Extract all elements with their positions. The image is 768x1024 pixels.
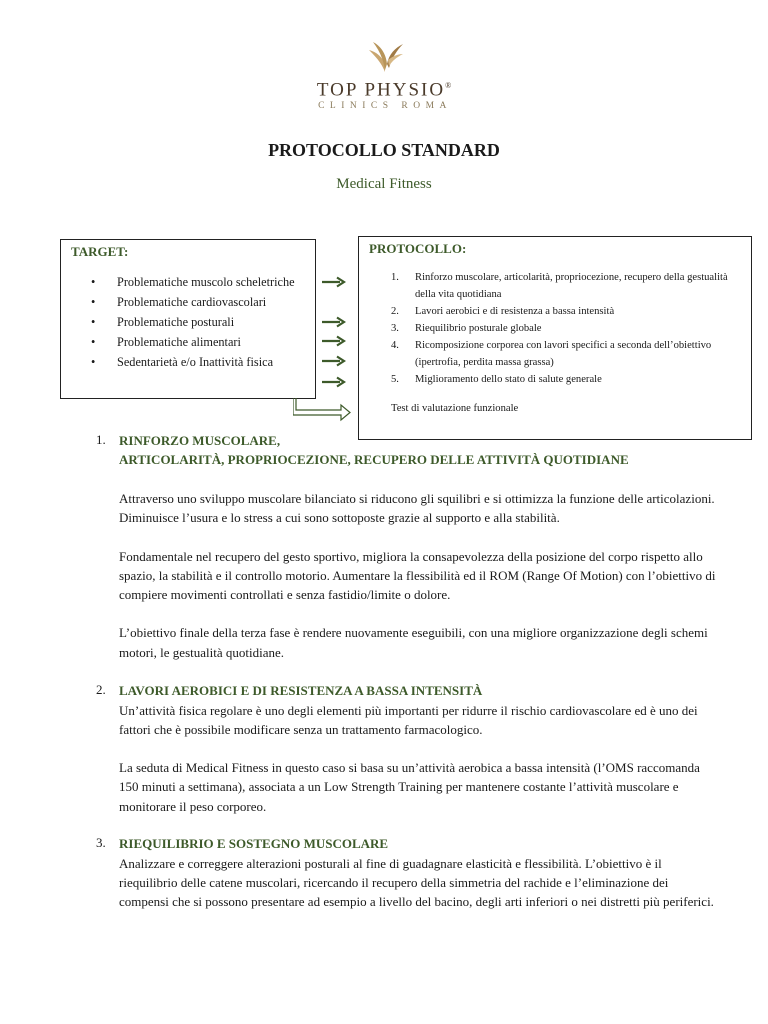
wing-logo-icon: [365, 40, 405, 74]
target-item: • Problematiche muscolo scheletriche: [91, 272, 311, 292]
protocollo-item: 5. Miglioramento dello stato di salute generale: [391, 374, 602, 385]
protocollo-item: 2. Lavori aerobici e di resistenza a bassa intensità: [391, 306, 615, 317]
section-heading: ARTICOLARITÀ, PROPRIOCEZIONE, RECUPERO DELLE ATTIVITÀ QUOTIDIANE: [119, 451, 629, 467]
protocollo-box: [358, 236, 752, 440]
document-subtitle: Medical Fitness: [336, 176, 432, 192]
section-paragraph: Fondamentale nel recupero del gesto sportivo, migliora la consapevolezza della posizione del corpo rispetto allo spazio, la stabilità e il controllo motorio. Aumentare la flessibilità ed il ROM (Range Of Motion) con l’obiettivo di compiere movimenti controllati e senza fastidio/limite o dolore.: [119, 548, 716, 603]
protocollo-heading: PROTOCOLLO:: [369, 241, 467, 256]
clinic-logo: [300, 40, 470, 112]
section-paragraph: Attraverso uno sviluppo muscolare bilanciato si riducono gli squilibri e si ottimizza la funzione delle articolazioni. Diminuisce l’usura e lo stress a cui sono sottoposte grazie al supporto e alla stabilità.: [119, 491, 715, 526]
target-list: [91, 272, 311, 372]
arrow-right-icon: [322, 335, 346, 347]
protocollo-item: 4. Ricomposizione corporea con lavori specifici a seconda dell’obiettivo (ipertrofia, perdita massa grassa): [391, 340, 712, 368]
section-number: 3.: [96, 835, 106, 850]
section-paragraph: L’obiettivo finale della terza fase è rendere nuovamente eseguibili, con una migliore organizzazione degli schemi motori, le gestualità quotidiane.: [119, 625, 708, 660]
section-heading: RINFORZO MUSCOLARE,: [119, 433, 281, 448]
arrow-right-icon: [322, 376, 346, 388]
hollow-arrow-icon: [293, 398, 353, 424]
protocollo-footer: Test di valutazione funzionale: [391, 403, 519, 414]
logo-name: TOP PHYSIO®: [316, 79, 454, 101]
protocollo-item: 3. Riequilibrio posturale globale: [391, 323, 542, 334]
section-1: [96, 432, 716, 662]
arrow-right-icon: [322, 355, 346, 367]
section-2: [96, 682, 716, 816]
section-heading: LAVORI AEROBICI E DI RESISTENZA A BASSA INTENSITÀ: [119, 683, 483, 698]
section-paragraph: La seduta di Medical Fitness in questo caso si basa su un’attività aerobica a bassa intensità (l’OMS raccomanda 150 minuti a settimana), associata a un Low Strength Training per mantenere costante l’attività muscolare e monitorare il peso corporeo.: [119, 760, 700, 814]
target-item: • Sedentarietà e/o Inattività fisica: [91, 352, 311, 372]
target-item: • Problematiche cardiovascolari: [91, 292, 311, 312]
target-heading: TARGET:: [71, 244, 129, 259]
section-paragraph: Un’attività fisica regolare è uno degli elementi più importanti per ridurre il rischio cardiovascolare ed è uno dei fattori che è possibile modificare senza un trattamento farmacologico.: [119, 702, 698, 737]
protocollo-list: [391, 269, 749, 388]
section-heading: RIEQUILIBRIO E SOSTEGNO MUSCOLARE: [119, 836, 389, 851]
target-item: • Problematiche posturali: [91, 312, 311, 332]
logo-subtitle: CLINICS ROMA: [318, 101, 452, 112]
arrow-right-icon: [322, 316, 346, 328]
target-item: • Problematiche alimentari: [91, 332, 311, 352]
section-paragraph: Analizzare e correggere alterazioni posturali al fine di guadagnare elasticità e flessibilità. L’obiettivo è il riequilibrio delle catene muscolari, ricercando il recupero della simmetria del rachide e l’eliminazione dei compensi che si possono presentare ad esempio a livello del bacino, degli arti inferiori o nei distretti più periferici.: [119, 855, 714, 910]
arrow-right-icon: [322, 276, 346, 288]
section-number: 1.: [96, 432, 106, 447]
target-box: [60, 239, 316, 399]
document-title: PROTOCOLLO STANDARD: [268, 140, 500, 160]
protocollo-item: 1. Rinforzo muscolare, articolarità, propriocezione, recupero della gestualità della vita quotidiana: [391, 272, 728, 300]
section-number: 2.: [96, 682, 106, 697]
section-3: [96, 835, 716, 911]
